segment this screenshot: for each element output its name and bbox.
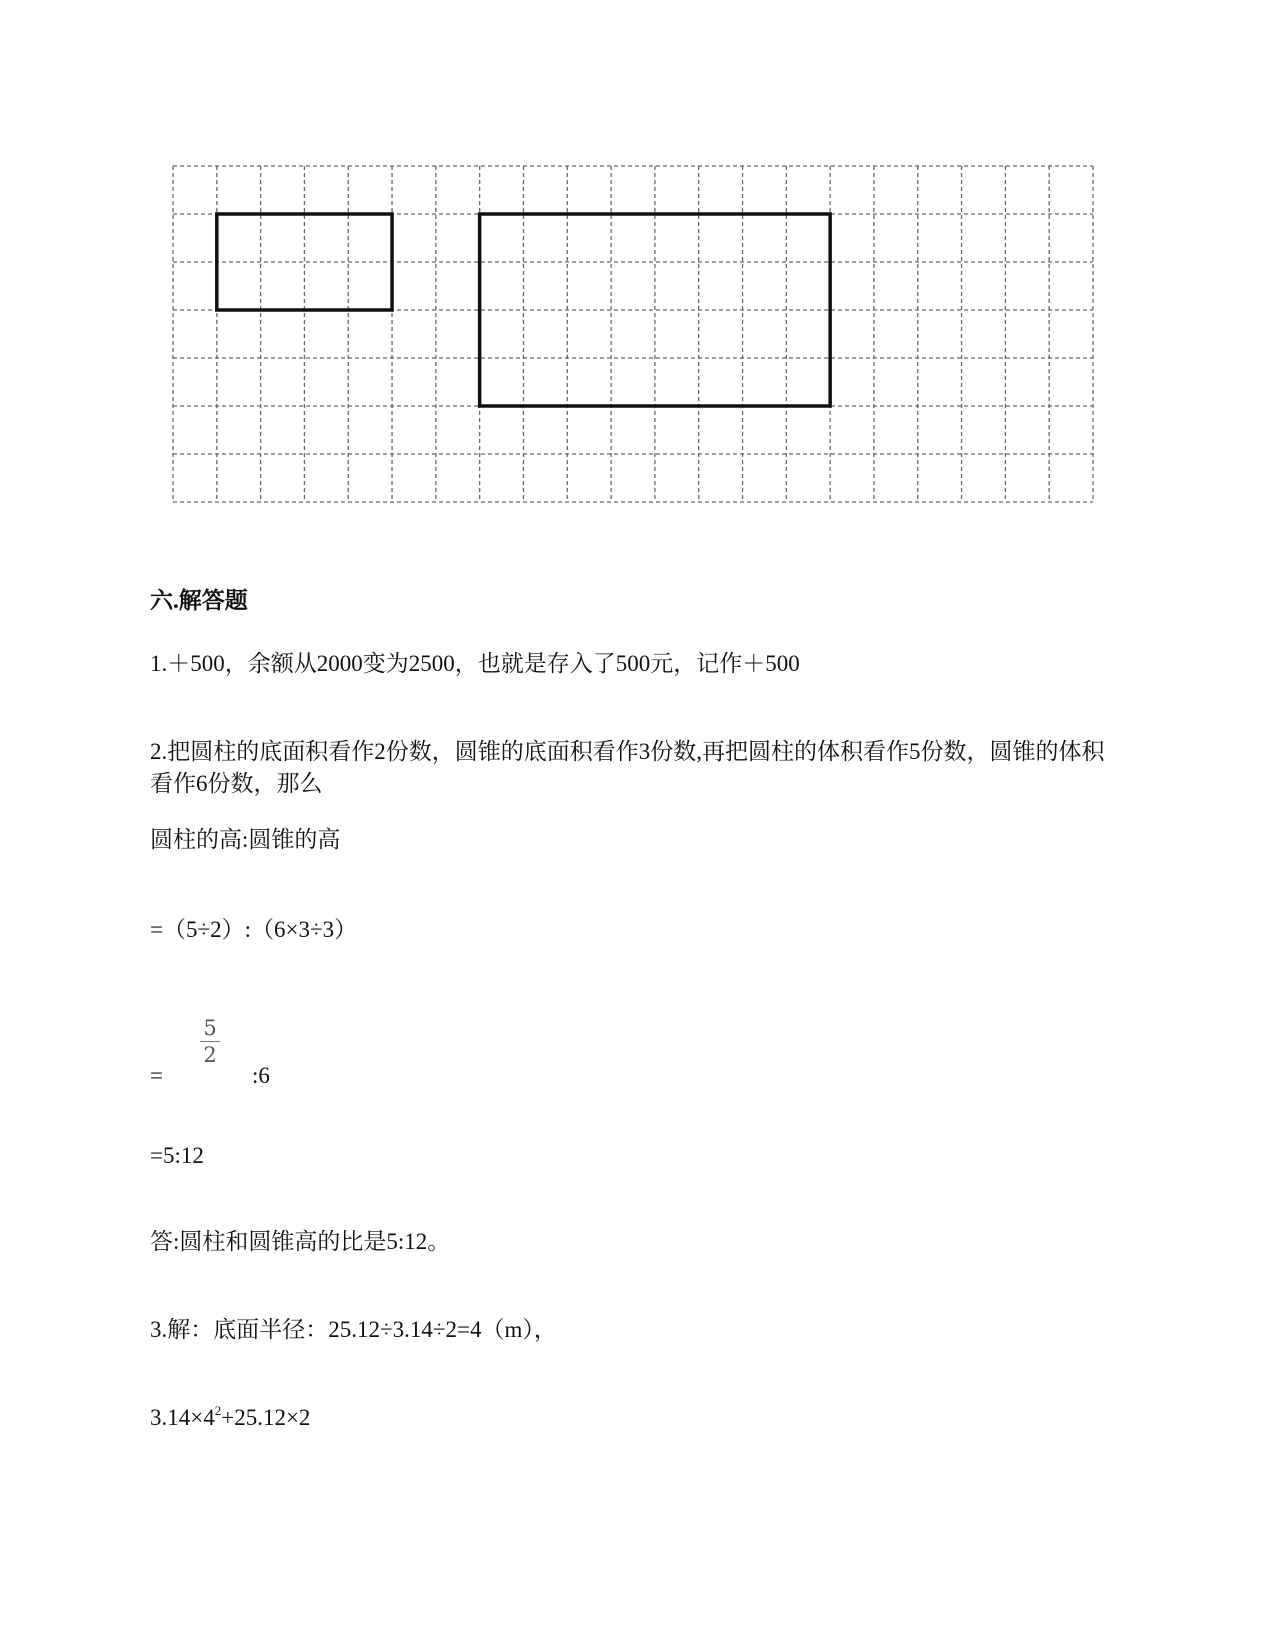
q3-line2-rest: +25.12×2 (221, 1405, 311, 1430)
q3-line2 (150, 1402, 310, 1434)
q2-step3: =5:12 (150, 1143, 204, 1168)
fraction-numerator: 5 (203, 1016, 217, 1040)
q3-line2-base: 3.14×4 (150, 1405, 215, 1430)
q2-step2-equals: = (150, 1063, 163, 1088)
q1-text: 1.＋500，余额从2000变为2500，也就是存入了500元，记作＋500 (150, 651, 800, 676)
section-heading: 六.解答题 (150, 588, 248, 613)
q2-step2-rest: :6 (252, 1063, 270, 1088)
q2-intro: 2.把圆柱的底面积看作2份数，圆锥的底面积看作3份数,再把圆柱的体积看作5份数，圆锥的体积看作6份数，那么 (150, 739, 1105, 796)
fraction-five-halves (198, 1016, 222, 1067)
q2-step1: =（5÷2）:（6×3÷3） (150, 917, 358, 942)
fraction-bar (200, 1041, 220, 1042)
grid-lines (173, 166, 1093, 502)
q3-line1: 3.解：底面半径：25.12÷3.14÷2=4（m）， (150, 1317, 557, 1342)
q2-answer: 答:圆柱和圆锥高的比是5:12。 (150, 1229, 451, 1254)
fraction-denominator: 2 (203, 1043, 217, 1067)
grid-figure (171, 164, 1095, 504)
q2-ratio-label: 圆柱的高:圆锥的高 (150, 827, 341, 852)
q3-line2-exponent: 2 (214, 1403, 222, 1418)
